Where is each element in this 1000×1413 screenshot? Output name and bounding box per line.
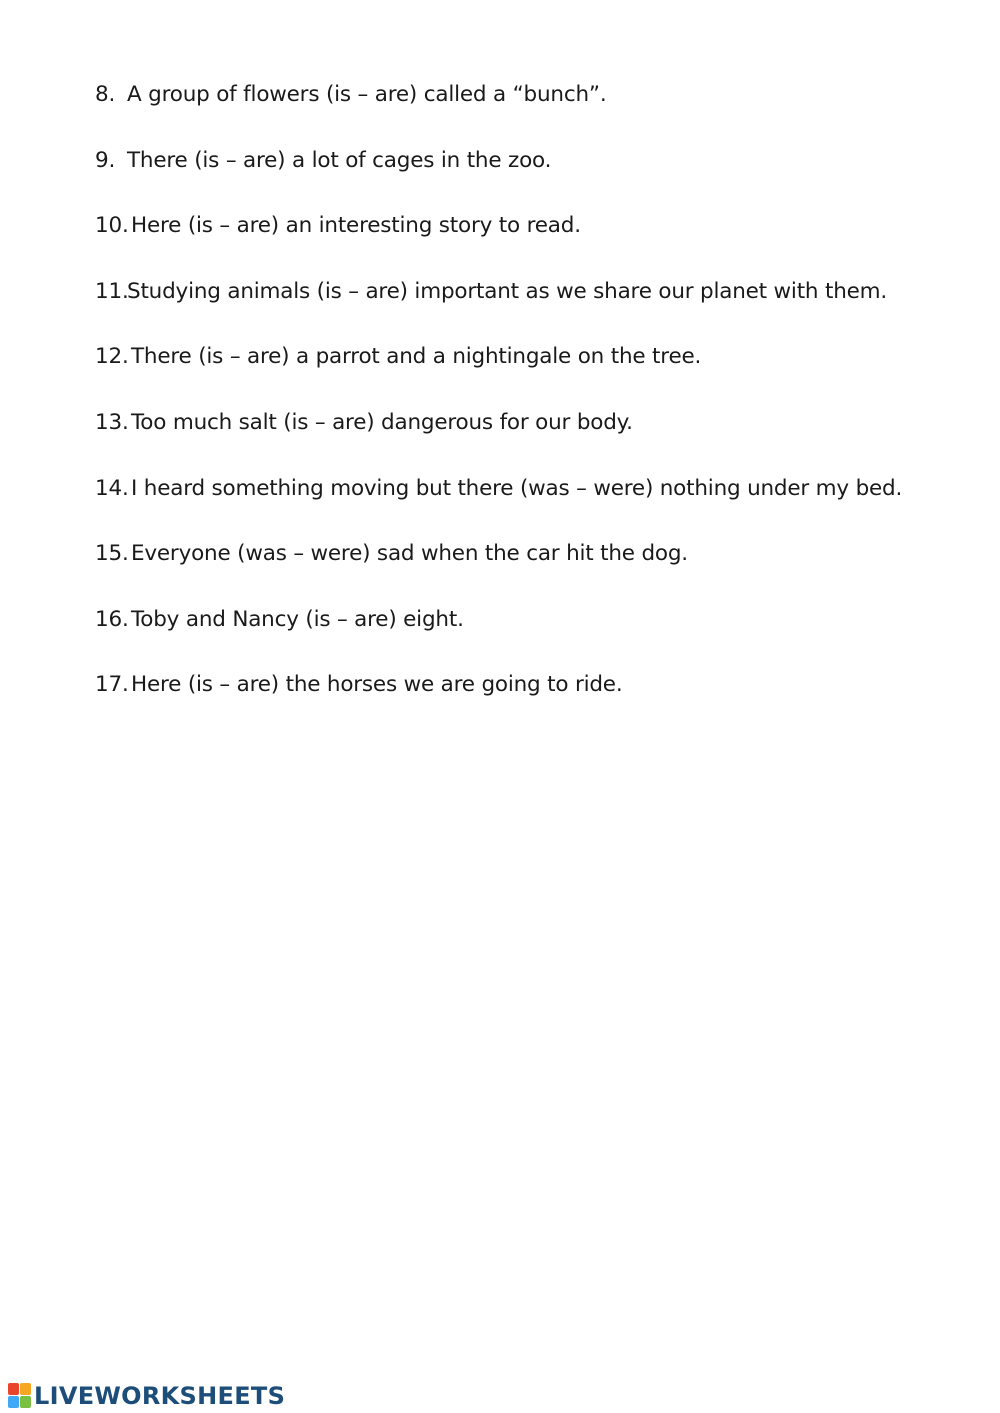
question-number: 11. [95,278,129,304]
question-item [95,209,955,275]
question-number: 12. [95,344,129,370]
question-item [95,472,955,538]
question-item [95,275,955,341]
question-text: I heard something moving but there (was – were) nothing under my bed. [131,475,903,501]
question-text: Toby and Nancy (is – are) eight. [131,606,464,632]
logo-blocks-icon [8,1383,32,1409]
logo-block-blue [8,1396,19,1408]
question-item [95,144,955,210]
question-text: Here (is – are) the horses we are going to ride. [131,672,623,698]
question-text: Everyone (was – were) sad when the car hit the dog. [131,541,688,567]
logo-text: LIVEWORKSHEETS [34,1382,286,1410]
question-item [95,78,955,144]
question-text: Too much salt (is – are) dangerous for our body. [131,409,633,435]
question-item [95,537,955,603]
question-item [95,406,955,472]
question-number: 10. [95,213,129,239]
logo-block-orange [20,1383,31,1395]
question-text: There (is – are) a parrot and a nightingale on the tree. [131,344,702,370]
question-number: 13. [95,409,129,435]
liveworksheets-logo [8,1381,285,1411]
question-number: 14. [95,475,129,501]
question-number: 9. [95,147,116,173]
question-text: Here (is – are) an interesting story to read. [131,213,581,239]
question-text: Studying animals (is – are) important as we share our planet with them. [127,278,888,304]
question-number: 15. [95,541,129,567]
worksheet-question-list [95,78,955,734]
question-number: 8. [95,82,116,107]
question-item [95,668,955,734]
logo-block-green [20,1396,31,1408]
question-text: A group of flowers (is – are) called a “bunch”. [127,82,607,107]
question-number: 16. [95,606,129,632]
logo-block-red [8,1383,19,1395]
question-number: 17. [95,672,129,698]
question-item [95,340,955,406]
question-text: There (is – are) a lot of cages in the zoo. [127,147,552,173]
question-item [95,603,955,669]
